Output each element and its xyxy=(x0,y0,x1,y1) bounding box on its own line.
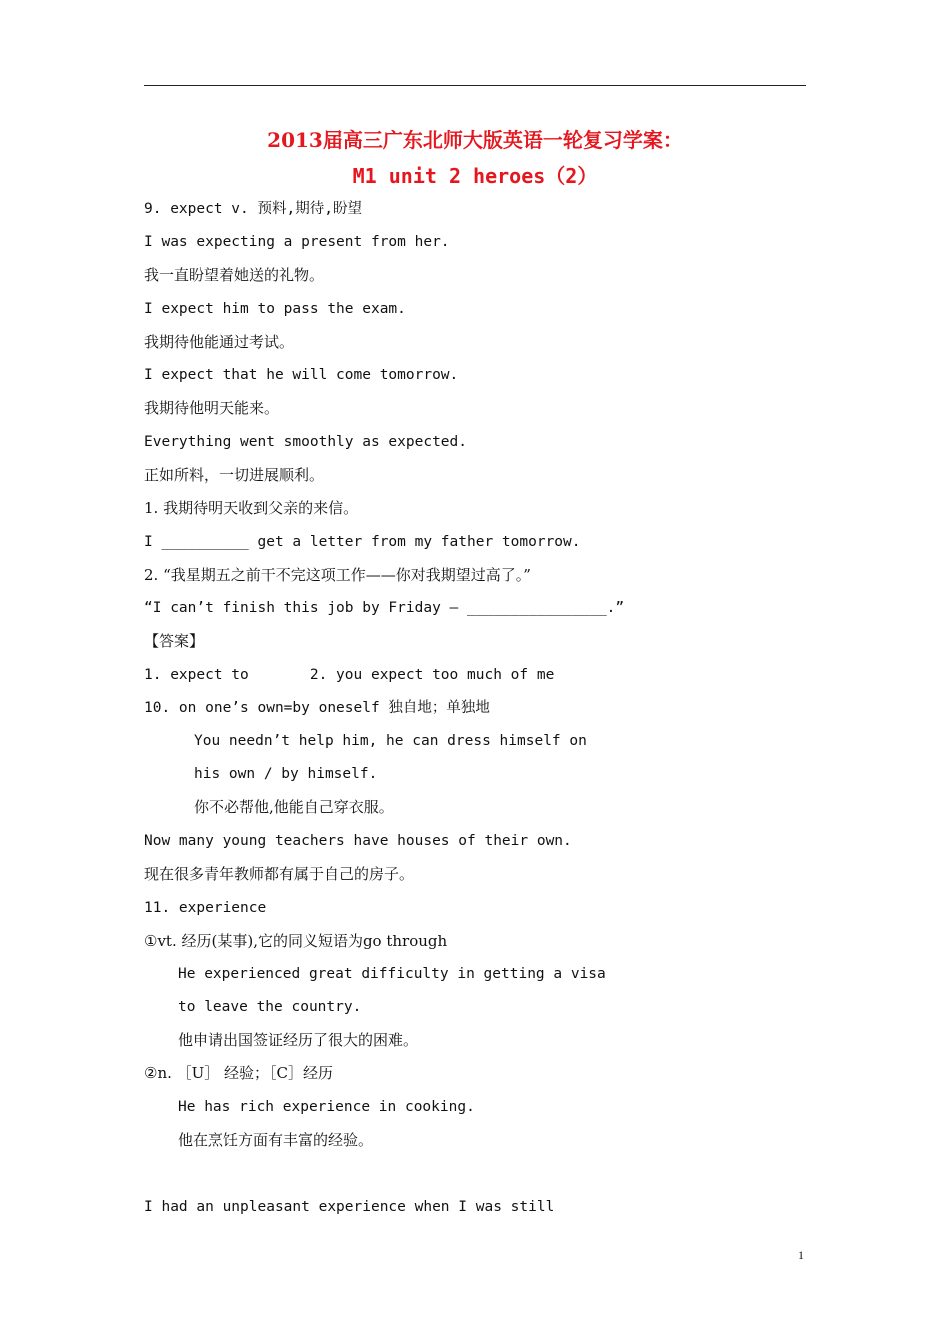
example-sentence: Everything went smoothly as expected. xyxy=(144,434,468,450)
header-rule xyxy=(144,85,806,86)
example-sentence: I expect him to pass the exam. xyxy=(144,301,406,317)
translation-line: 他在烹饪方面有丰富的经验。 xyxy=(178,1131,374,1149)
translation-line: 现在很多青年教师都有属于自己的房子。 xyxy=(144,865,415,883)
exercise-1-blank: I __________ get a letter from my father tomorrow. xyxy=(144,534,581,550)
translation-line: 我一直盼望着她送的礼物。 xyxy=(144,266,325,284)
document-title: 2013届高三广东北师大版英语一轮复习学案： xyxy=(267,128,683,152)
example-sentence: Now many young teachers have houses of their own. xyxy=(144,833,572,849)
exercise-1-prompt: 1. 我期待明天收到父亲的来信。 xyxy=(144,499,359,517)
translation-line: 我期待他能通过考试。 xyxy=(144,333,295,351)
entry-11-heading: 11. experience xyxy=(144,900,267,916)
example-sentence-cont: to leave the country. xyxy=(178,999,362,1015)
example-sentence: I had an unpleasant experience when I was still xyxy=(144,1199,555,1215)
answer-line: 1. expect to 2. you expect too much of me xyxy=(144,667,555,683)
example-sentence: I expect that he will come tomorrow. xyxy=(144,367,459,383)
page-number: 1 xyxy=(798,1248,804,1262)
sense-2-definition: ②n. ［U］ 经验；［C］经历 xyxy=(144,1064,334,1082)
example-sentence: You needn’t help him, he can dress himself on xyxy=(194,733,587,749)
exercise-2-blank: “I can’t finish this job by Friday — ________________.” xyxy=(144,600,625,616)
example-sentence: He experienced great difficulty in getting a visa xyxy=(178,966,606,982)
entry-10-heading: 10. on one’s own=by oneself 独自地；单独地 xyxy=(144,700,490,716)
document-subtitle: M1 unit 2 heroes（2） xyxy=(352,164,598,188)
example-sentence-cont: his own / by himself. xyxy=(194,766,378,782)
sense-1-definition: ①vt. 经历(某事),它的同义短语为go through xyxy=(144,932,448,950)
translation-line: 我期待他明天能来。 xyxy=(144,399,280,417)
example-sentence: I was expecting a present from her. xyxy=(144,234,450,250)
example-sentence: He has rich experience in cooking. xyxy=(178,1099,475,1115)
exercise-2-prompt: 2. “我星期五之前干不完这项工作——你对我期望过高了。” xyxy=(144,566,531,584)
answer-heading: 【答案】 xyxy=(144,632,205,650)
translation-line: 你不必帮他,他能自己穿衣服。 xyxy=(194,798,394,816)
translation-line: 正如所料，一切进展顺利。 xyxy=(144,466,325,484)
translation-line: 他申请出国签证经历了很大的困难。 xyxy=(178,1031,419,1049)
entry-9-heading: 9. expect v. 预料,期待,盼望 xyxy=(144,201,362,217)
